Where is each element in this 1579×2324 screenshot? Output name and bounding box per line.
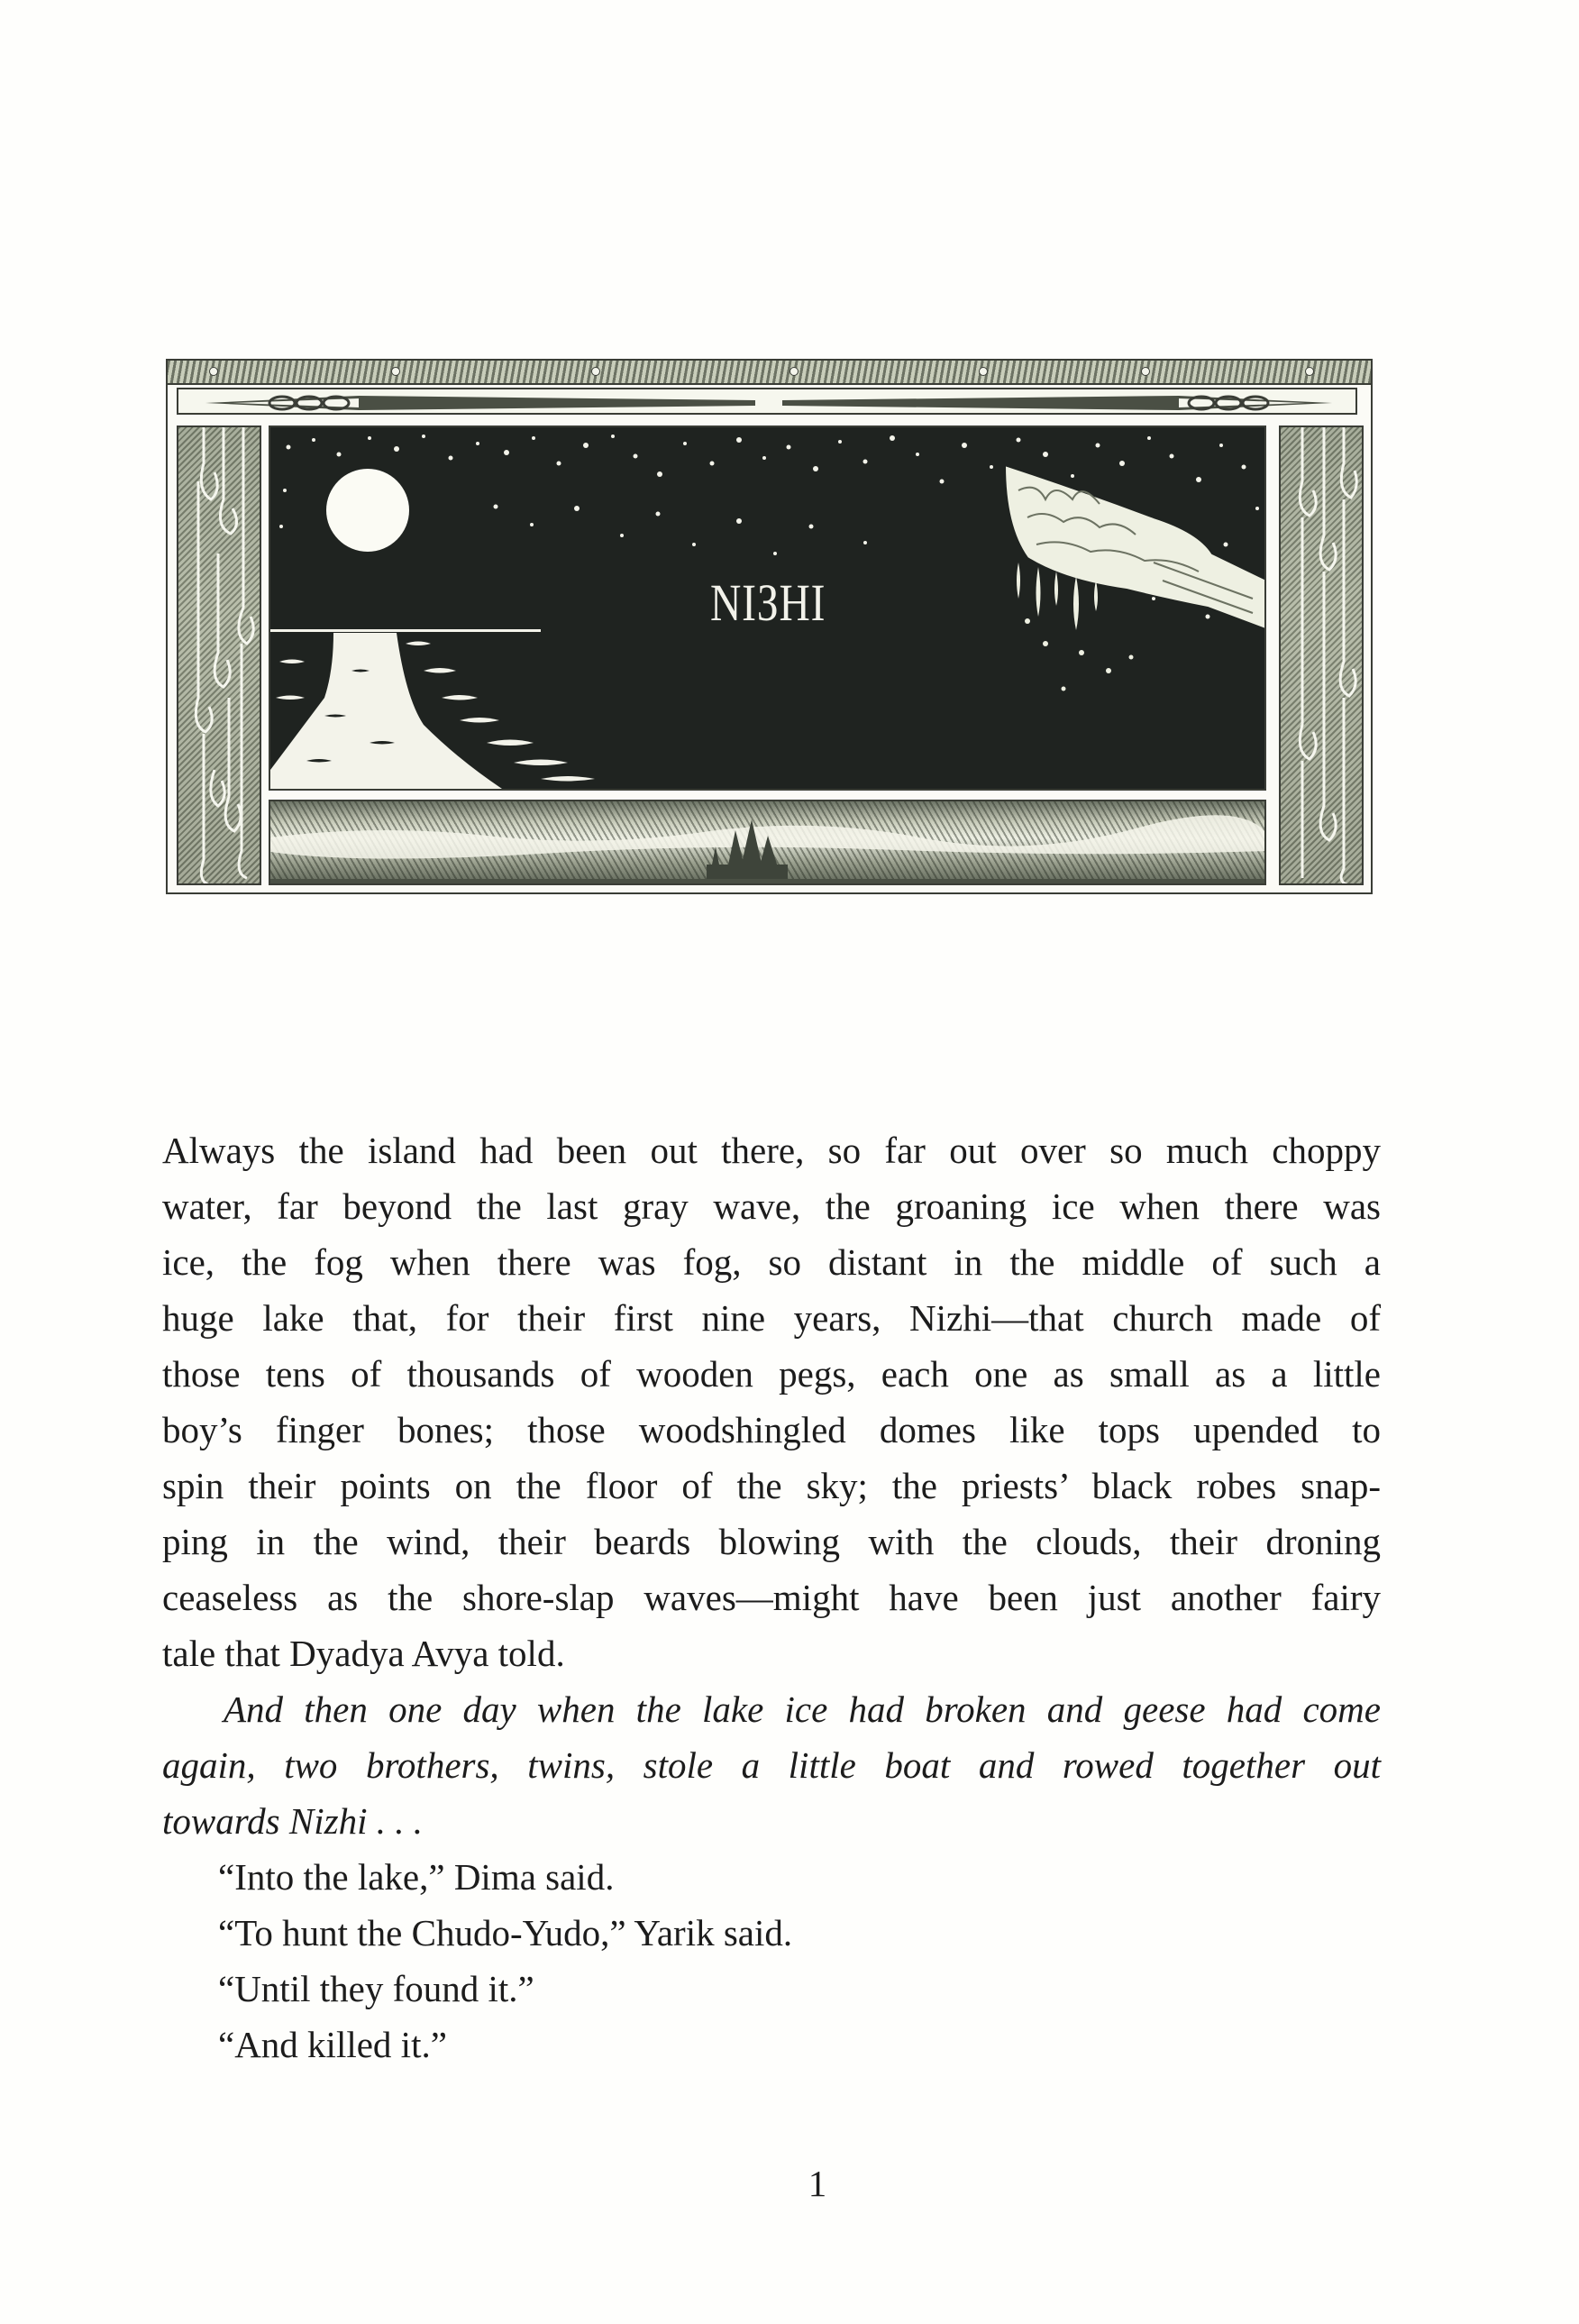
text-line: ice, the fog when there was fog, so distant in the middle of such a bbox=[162, 1241, 1381, 1283]
dialogue-line: “To hunt the Chudo-Yudo,” Yarik said. bbox=[218, 1912, 793, 1953]
chapter-title: NIЗHI bbox=[710, 573, 826, 632]
moon-icon bbox=[326, 469, 409, 552]
frame-top-ornament-band bbox=[168, 361, 1371, 385]
rivet-ornament-icon bbox=[1141, 367, 1150, 376]
rivet-ornament-icon bbox=[790, 367, 799, 376]
rivet-ornament-icon bbox=[1305, 367, 1314, 376]
text-line: towards Nizhi . . . bbox=[162, 1800, 423, 1842]
night-lake-scene bbox=[269, 425, 1266, 791]
vine-drop-ornament-icon bbox=[178, 427, 261, 885]
text-line: tale that Dyadya Avya told. bbox=[162, 1633, 565, 1674]
text-line: Always the island had been out there, so far out over so much choppy bbox=[162, 1130, 1381, 1171]
opening-paragraph bbox=[162, 1122, 1381, 1681]
text-line: ceaseless as the shore-slap waves—might have been just another fairy bbox=[162, 1577, 1381, 1618]
dialogue-line: “Into the lake,” Dima said. bbox=[218, 1856, 615, 1898]
text-line: water, far beyond the last gray wave, the groaning ice when there was bbox=[162, 1185, 1381, 1227]
text-line: boy’s finger bones; those woodshingled domes like tops upended to bbox=[162, 1409, 1381, 1450]
right-vine-panel bbox=[1279, 425, 1364, 885]
rivet-ornament-icon bbox=[391, 367, 400, 376]
chapter-body-text bbox=[162, 1122, 1381, 2072]
text-line: And then one day when the lake ice had broken and geese had come bbox=[224, 1688, 1381, 1730]
dialogue-line: “And killed it.” bbox=[218, 2024, 447, 2065]
text-line: huge lake that, for their first nine years, Nizhi—that church made of bbox=[162, 1297, 1381, 1339]
spear-ornament-icon bbox=[178, 389, 1359, 416]
text-line: spin their points on the floor of the sky; the priests’ black robes snap- bbox=[162, 1465, 1381, 1506]
rivet-ornament-icon bbox=[979, 367, 988, 376]
chapter-illustration-frame bbox=[166, 359, 1373, 894]
italic-paragraph bbox=[162, 1681, 1381, 1849]
dialogue-line: “Until they found it.” bbox=[218, 1968, 534, 2009]
rivet-ornament-icon bbox=[591, 367, 600, 376]
frame-spear-bar bbox=[177, 388, 1357, 415]
text-line: again, two brothers, twins, stole a little boat and rowed together out bbox=[162, 1744, 1381, 1786]
oar-blade-icon bbox=[1005, 465, 1266, 691]
text-line: those tens of thousands of wooden pegs, each one as small as a little bbox=[162, 1353, 1381, 1395]
dialogue-block bbox=[162, 1849, 1381, 2072]
island-landscape-band bbox=[269, 800, 1266, 885]
vine-drop-ornament-icon bbox=[1281, 427, 1364, 885]
left-vine-panel bbox=[177, 425, 261, 885]
text-line: ping in the wind, their beards blowing with the clouds, their droning bbox=[162, 1521, 1381, 1562]
rivet-ornament-icon bbox=[209, 367, 218, 376]
landscape-art bbox=[270, 801, 1266, 885]
page-number: 1 bbox=[808, 2163, 827, 2204]
